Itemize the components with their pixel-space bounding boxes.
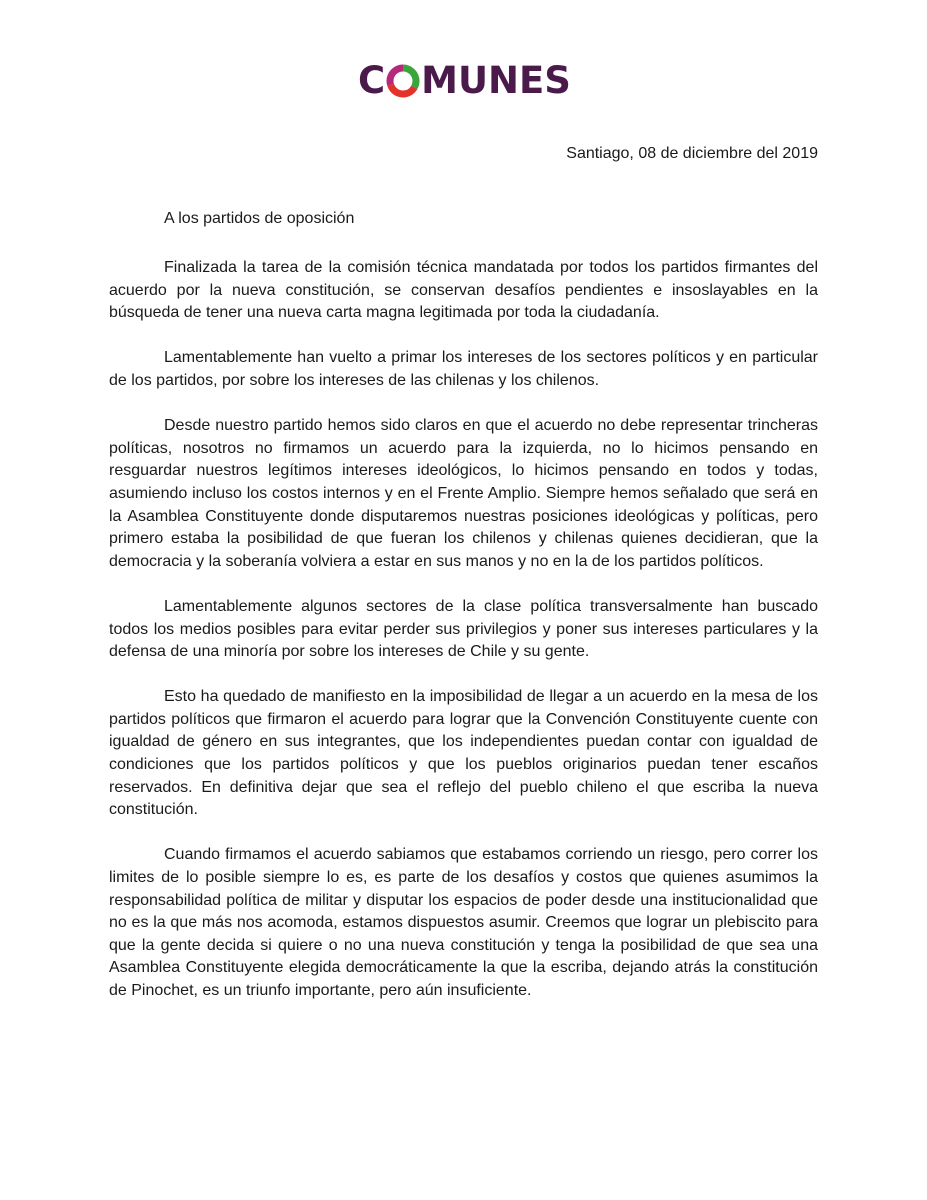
comunes-logo bbox=[358, 59, 571, 102]
paragraph-3: Desde nuestro partido hemos sido claros en que el acuerdo no debe representar trincheras políticas, nosotros no firmamos un acuerdo para la izquierda, no lo hicimos pensando en resguardar nuestros legítimos intereses ideológicos, lo hicimos pensando en todos y todas, asumiendo incluso los costos internos y en el Frente Amplio. Siempre hemos señalado que será en la Asamblea Constituyente donde disputaremos nuestras posiciones ideológicas y políticas, pero primero estaba la posibilidad de que fueran los chilenos y chilenas quienes decidieran, que la democracia y la soberanía volviera a estar en sus manos y no en la de los partidos políticos. bbox=[109, 417, 818, 570]
paragraph-6: Cuando firmamos el acuerdo sabiamos que estabamos corriendo un riesgo, pero correr los limites de lo posible siempre lo es, es parte de los desafíos y costos que quienes asumimos la responsabilidad política de militar y disputar los espacios de poder desde una institucionalidad que no es la que más nos acomoda, estamos dispuestos asumir. Creemos que lograr un plebiscito para que la gente decida si quiere o no una nueva constitución y tenga la posibilidad de que sea una Asamblea Constituyente elegida democráticamente la que la escriba, dejando atrás la constitución de Pinochet, es un triunfo importante, pero aún insuficiente. bbox=[109, 846, 818, 999]
logo-text-start: C bbox=[358, 59, 386, 102]
paragraph-5: Esto ha quedado de manifiesto en la imposibilidad de llegar a un acuerdo en la mesa de los partidos políticos que firmaron el acuerdo para lograr que la Convención Constituyente cuente con igualdad de género en sus integrantes, que los independientes puedan contar con igualdad de condiciones que los partidos políticos y que los pueblos originarios puedan tener escaños reservados. En definitiva dejar que sea el reflejo del pueblo chileno el que escriba la nueva constitución. bbox=[109, 688, 818, 819]
letter-salutation: A los partidos de oposición bbox=[164, 210, 355, 227]
paragraph-1: Finalizada la tarea de la comisión técnica mandatada por todos los partidos firmantes del acuerdo por la nueva constitución, se conservan desafíos pendientes e insoslayables en la búsqueda de tener una nueva carta magna legitimada por toda la ciudadanía. bbox=[109, 259, 818, 322]
logo-text-end: MUNES bbox=[421, 59, 571, 102]
letter-date: Santiago, 08 de diciembre del 2019 bbox=[566, 145, 818, 162]
letter-body bbox=[109, 257, 818, 1025]
paragraph-2: Lamentablemente han vuelto a primar los intereses de los sectores políticos y en particular de los partidos, por sobre los intereses de las chilenas y los chilenos. bbox=[109, 349, 818, 389]
paragraph-4: Lamentablemente algunos sectores de la clase política transversalmente han buscado todos los medios posibles para evitar perder sus privilegios y poner sus intereses particulares y la defensa de una minoría por sobre los intereses de Chile y su gente. bbox=[109, 597, 818, 661]
comunes-ring-icon bbox=[386, 64, 420, 98]
